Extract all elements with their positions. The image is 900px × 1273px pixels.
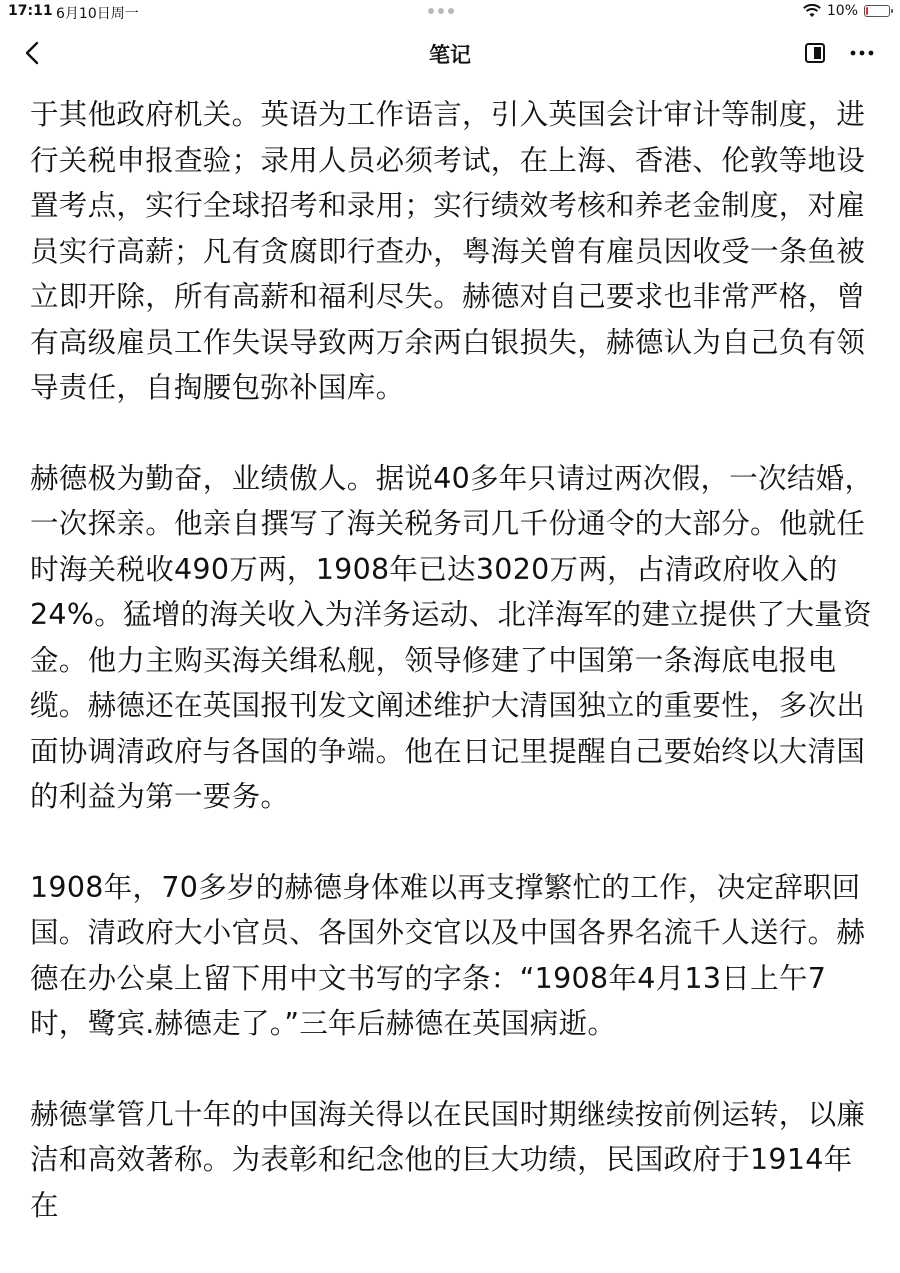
battery-icon [864,5,890,17]
note-paragraph: 于其他政府机关。英语为工作语言，引入英国会计审计等制度，进行关税申报查验；录用人员必须考试，在上海、香港、伦敦等地设置考点，实行全球招考和录用；实行绩效考核和养老金制度，对雇员实行高薪；凡有贪腐即行查办，粤海关曾有雇员因收受一条鱼被立即开除，所有高薪和福利尽失。赫德对自己要求也非常严格，曾有高级雇员工作失误导致两万余两白银损失，赫德认为自己负有领导责任，自掏腰包弥补国库。 [30,98,866,404]
status-time: 17:11 [8,3,53,19]
battery-fill [866,7,868,15]
note-paragraph: 赫德掌管几十年的中国海关得以在民国时期继续按前例运转，以廉洁和高效著称。为表彰和纪念他的巨大功绩，民国政府于1914年在 [30,1097,866,1222]
note-paragraph: 1908年，70多岁的赫德身体难以再支撑繁忙的工作，决定辞职回国。清政府大小官员、各国外交官以及中国各界名流千人送行。赫德在办公桌上留下用中文书写的字条：“1908年4月13日上午7时，鹭宾.赫德走了。”三年后赫德在英国病逝。 [30,870,866,1040]
nav-bar [0,24,900,82]
wifi-icon [803,4,821,18]
status-right [803,3,890,19]
reader-view-icon[interactable] [804,42,826,64]
note-body[interactable] [30,92,880,1273]
status-date: 6月10日周一 [56,6,139,22]
more-icon[interactable] [848,42,876,64]
status-bar [0,0,900,24]
battery-percent: 10% [826,3,858,19]
note-paragraph: 赫德极为勤奋，业绩傲人。据说40多年只请过两次假，一次结婚，一次探亲。他亲自撰写了海关税务司几千份通令的大部分。他就任时海关税收490万两，1908年已达3020万两，占清政府收入的24%。猛增的海关收入为洋务运动、北洋海军的建立提供了大量资金。他力主购买海关缉私舰，领导修建了中国第一条海底电报电缆。赫德还在英国报刊发文阐述维护大清国独立的重要性，多次出面协调清政府与各国的争端。他在日记里提醒自己要始终以大清国的利益为第一要务。 [30,461,874,813]
multitasking-dots-icon[interactable] [428,3,454,14]
page-title: 笔记 [429,43,471,67]
